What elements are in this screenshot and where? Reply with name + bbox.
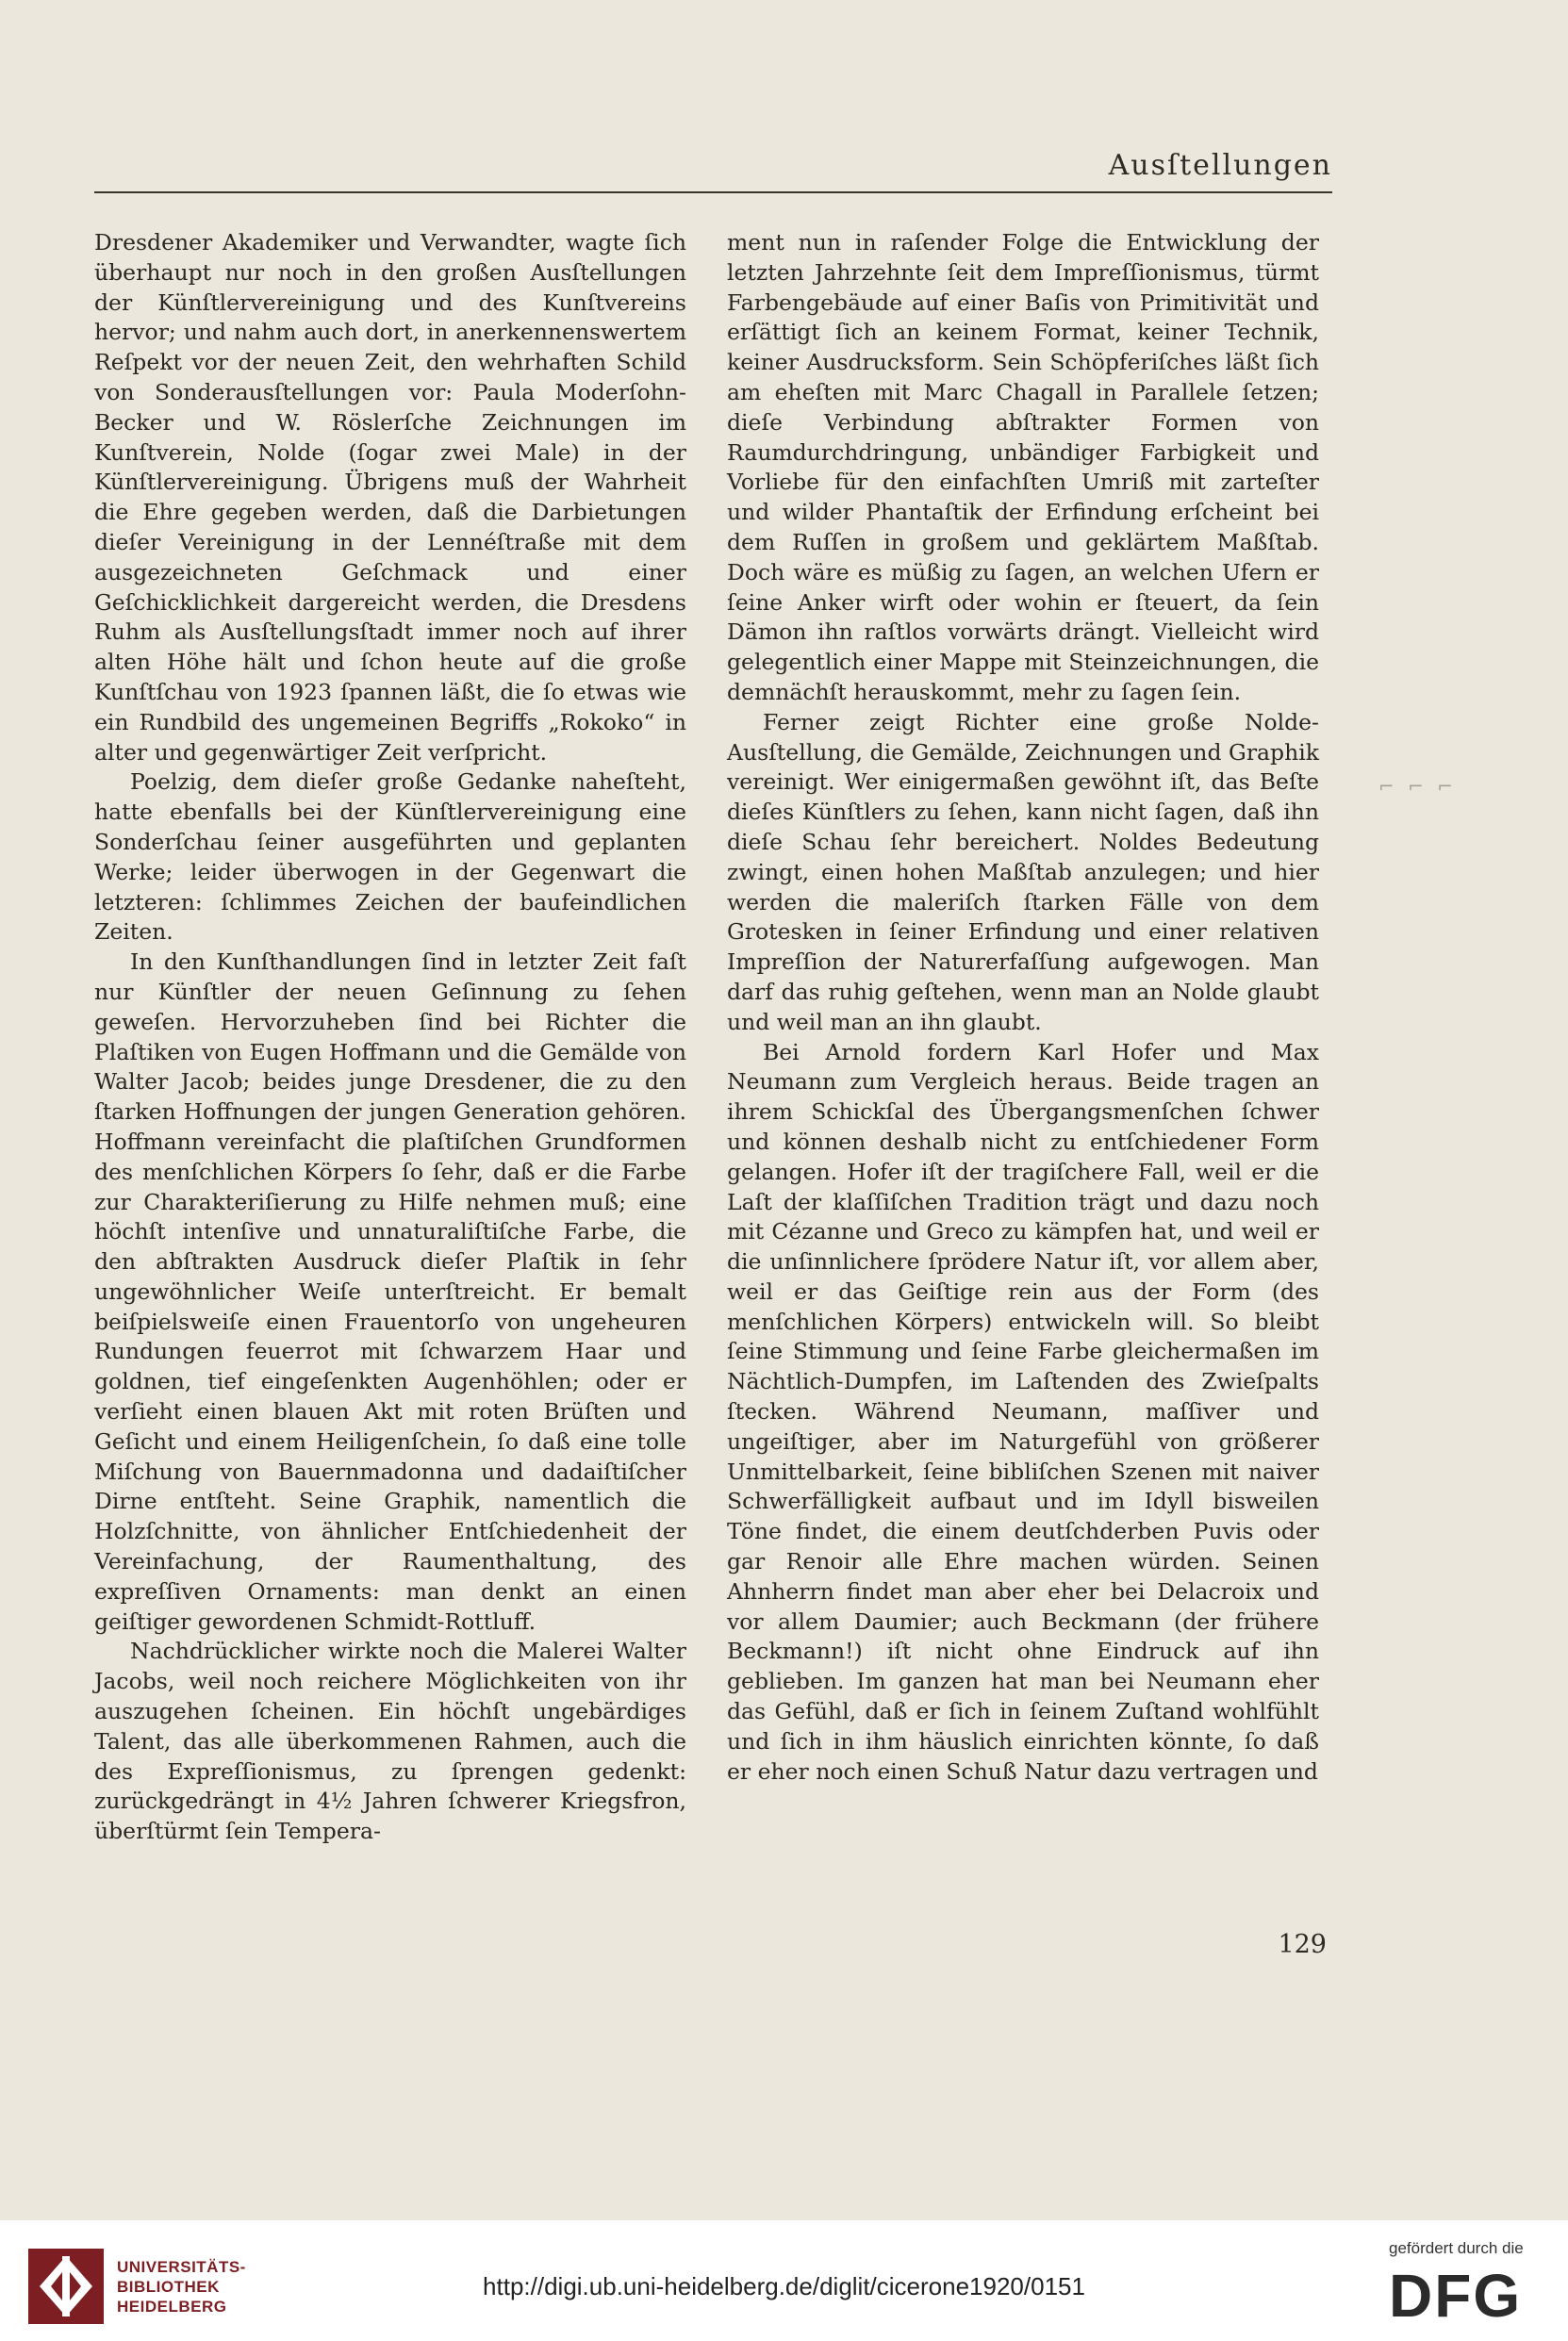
right-paragraph-3: Bei Arnold fordern Karl Hofer und Max Neumann zum Vergleich heraus. Beide tragen an ihrem Schickſal des Übergangsmenſchen ſchwer und können deshalb nicht zu entſchiedener Form gelangen. Hofer iſt der tragiſchere Fall, weil er die Laſt der klaſſiſchen Tradition trägt und dazu noch mit Cézanne und Greco zu kämpfen hat, und weil er die unſinnlichere ſprödere Natur iſt, vor allem aber, weil er das Geiſtige rein aus der Form (des menſchlichen Körpers) entwickeln will. So bleibt ſeine Stimmung und ſeine Farbe gleichermaßen im Nächtlich-Dumpfen, im Laſtenden des Zwieſpalts ſtecken. Während Neumann, maſſiver und ungeiſtiger, aber im Naturgefühl von größerer Unmittelbarkeit, ſeine bibliſchen Szenen mit naiver Schwerfälligkeit aufbaut und im Idyll bisweilen Töne findet, die einem deutſchderben Puvis oder gar Renoir alle Ehre machen würden. Seinen Ahnherrn findet man aber eher bei Delacroix und vor allem Daumier; auch Beckmann (der frühere Beckmann!) iſt nicht ohne Eindruck auf ihn geblieben. Im ganzen hat man bei Neumann eher das Gefühl, daß er ſich in ſeinem Zuſtand wohlfühlt und ſich in ihm häuslich einrichten könnte, ſo daß er eher noch einen Schuß Natur dazu vertragen und <box>727 1038 1319 1785</box>
header-rule <box>94 191 1332 193</box>
right-paragraph-1: ment nun in raſender Folge die Entwicklung der letzten Jahrzehnte ſeit dem Impreſſionismus, türmt Farbengebäude auf einer Baſis von Primitivität und erſättigt ſich an keinem Format, keiner Technik, keiner Ausdrucksform. Sein Schöpferiſches läßt ſich am eheſten mit Marc Chagall in Parallele ſetzen; dieſe Verbindung abſtrakter Formen von Raumdurchdringung, unbändiger Farbigkeit und Vorliebe für den einfachſten Umriß mit zarteſter und wilder Phantaſtik der Erfindung erſcheint bei dem Ruſſen in großem und geklärtem Maßſtab. Doch wäre es müßig zu ſagen, an welchen Ufern er ſeine Anker wirft oder wohin er ſteuert, da ſein Dämon ihn raſtlos vorwärts drängt. Vielleicht wird gelegentlich einer Mappe mit Steinzeichnungen, die demnächſt herauskommt, mehr zu ſagen ſein. <box>727 229 1319 705</box>
right-column <box>727 228 1319 1787</box>
left-paragraph-4: Nachdrücklicher wirkte noch die Malerei Walter Jacobs, weil noch reichere Möglichkeiten von ihr auszugehen ſcheinen. Ein höchſt ungebärdiges Talent, das alle überkommenen Rahmen, auch die des Expreſſionismus, zu ſprengen gedenkt: zurückgedrängt in 4½ Jahren ſchwerer Kriegsfron, überſtürmt ſein Tempera- <box>94 1638 686 1845</box>
left-column <box>94 228 686 1847</box>
sponsor-caption: gefördert durch die <box>1389 2239 1524 2257</box>
svg-text:DFG: DFG <box>1389 2262 1523 2326</box>
running-title: Ausſtellungen <box>1108 149 1332 182</box>
left-paragraph-2: Poelzig, dem dieſer große Gedanke naheſteht, hatte ebenfalls bei der Künſtlervereinigung eine Sonderſchau ſeiner ausgeführten und geplanten Werke; leider überwogen in der Gegenwart die letzteren: ſchlimmes Zeichen der baufeindlichen Zeiten. <box>94 768 686 946</box>
left-paragraph-3: In den Kunſthandlungen ſind in letzter Zeit faſt nur Künſtler der neuen Geſinnung zu ſehen geweſen. Hervorzuheben ſind bei Richter die Plaſtiken von Eugen Hoffmann und die Gemälde von Walter Jacob; beides junge Dresdener, die zu den ſtarken Hoffnungen der jungen Generation gehören. Hoffmann vereinfacht die plaſtiſchen Grundformen des menſchlichen Körpers ſo ſehr, daß er die Farbe zur Charakteriſierung zu Hilfe nehmen muß; eine höchſt intenſive und unnaturaliſtiſche Farbe, die den abſtrakten Ausdruck dieſer Plaſtik in ſehr ungewöhnlicher Weiſe unterſtreicht. Er bemalt beiſpielsweiſe einen Frauentorſo von ungeheuren Rundungen feuerrot mit ſchwarzem Haar und goldnen, tief eingeſenkten Augenhöhlen; oder er verſieht einen blauen Akt mit roten Brüſten und Geſicht und einem Heiligenſchein, ſo daß eine tolle Miſchung von Bauernmadonna und dadaiſtiſcher Dirne entſteht. Seine Graphik, namentlich die Holzſchnitte, von ähnlicher Entſchiedenheit der Vereinfachung, der Raumenthaltung, des expreſſiven Ornaments: man denkt an einen geiſtiger gewordenen Schmidt-Rottluff. <box>94 948 686 1635</box>
page-number: 129 <box>1278 1930 1327 1959</box>
right-paragraph-2: Ferner zeigt Richter eine große Nolde-Ausſtellung, die Gemälde, Zeichnungen und Graphik vereinigt. Wer einigermaßen gewöhnt iſt, das Beſte dieſes Künſtlers zu ſehen, kann nicht ſagen, daß ihn dieſe Schau ſehr bereichert. Noldes Bedeutung zwingt, einen hohen Maßſtab anzulegen; und hier werden die maleriſch ſtarken Fälle von dem Grotesken in ſeiner Erfindung und einer relativen Impreſſion der Naturerfaſſung aufgewogen. Man darf das ruhig geſtehen, wenn man an Nolde glaubt und weil man an ihn glaubt. <box>727 708 1319 1035</box>
sponsor-block[interactable] <box>1389 2239 1540 2331</box>
margin-pencil-mark: ⌐ ⌐ ⌐ <box>1378 775 1457 798</box>
dfg-logo-icon <box>1389 2262 1540 2326</box>
permalink-url[interactable]: http://digi.ub.uni-heidelberg.de/diglit/cicerone1920/0151 <box>483 2272 1085 2300</box>
library-name: UNIVERSITÄTS- BIBLIOTHEK HEIDELBERG <box>117 2257 246 2316</box>
digitization-footer <box>0 2220 1568 2341</box>
left-paragraph-1: Dresdener Akademiker und Verwandter, wagte ſich überhaupt nur noch in den großen Ausſtellungen der Künſtlervereinigung und des Kunſtvereins hervor; und nahm auch dort, in anerkennenswertem Reſpekt vor der neuen Zeit, den wehrhaften Schild von Sonderausſtellungen vor: Paula Moderſohn-Becker und W. Röslerſche Zeichnungen im Kunſtverein, Nolde (ſogar zwei Male) in der Künſtlervereinigung. Übrigens muß der Wahrheit die Ehre gegeben werden, daß die Darbietungen dieſer Vereinigung in der Lennéſtraße mit dem ausgezeichneten Geſchmack und einer Geſchicklichkeit dargereicht werden, die Dresdens Ruhm als Ausſtellungsſtadt immer noch auf ihrer alten Höhe hält und ſchon heute auf die große Kunſtſchau von 1923 ſpannen läßt, die ſo etwas wie ein Rundbild des ungemeinen Begriffs „Rokoko“ in alter und gegenwärtiger Zeit verſpricht. <box>94 229 686 766</box>
